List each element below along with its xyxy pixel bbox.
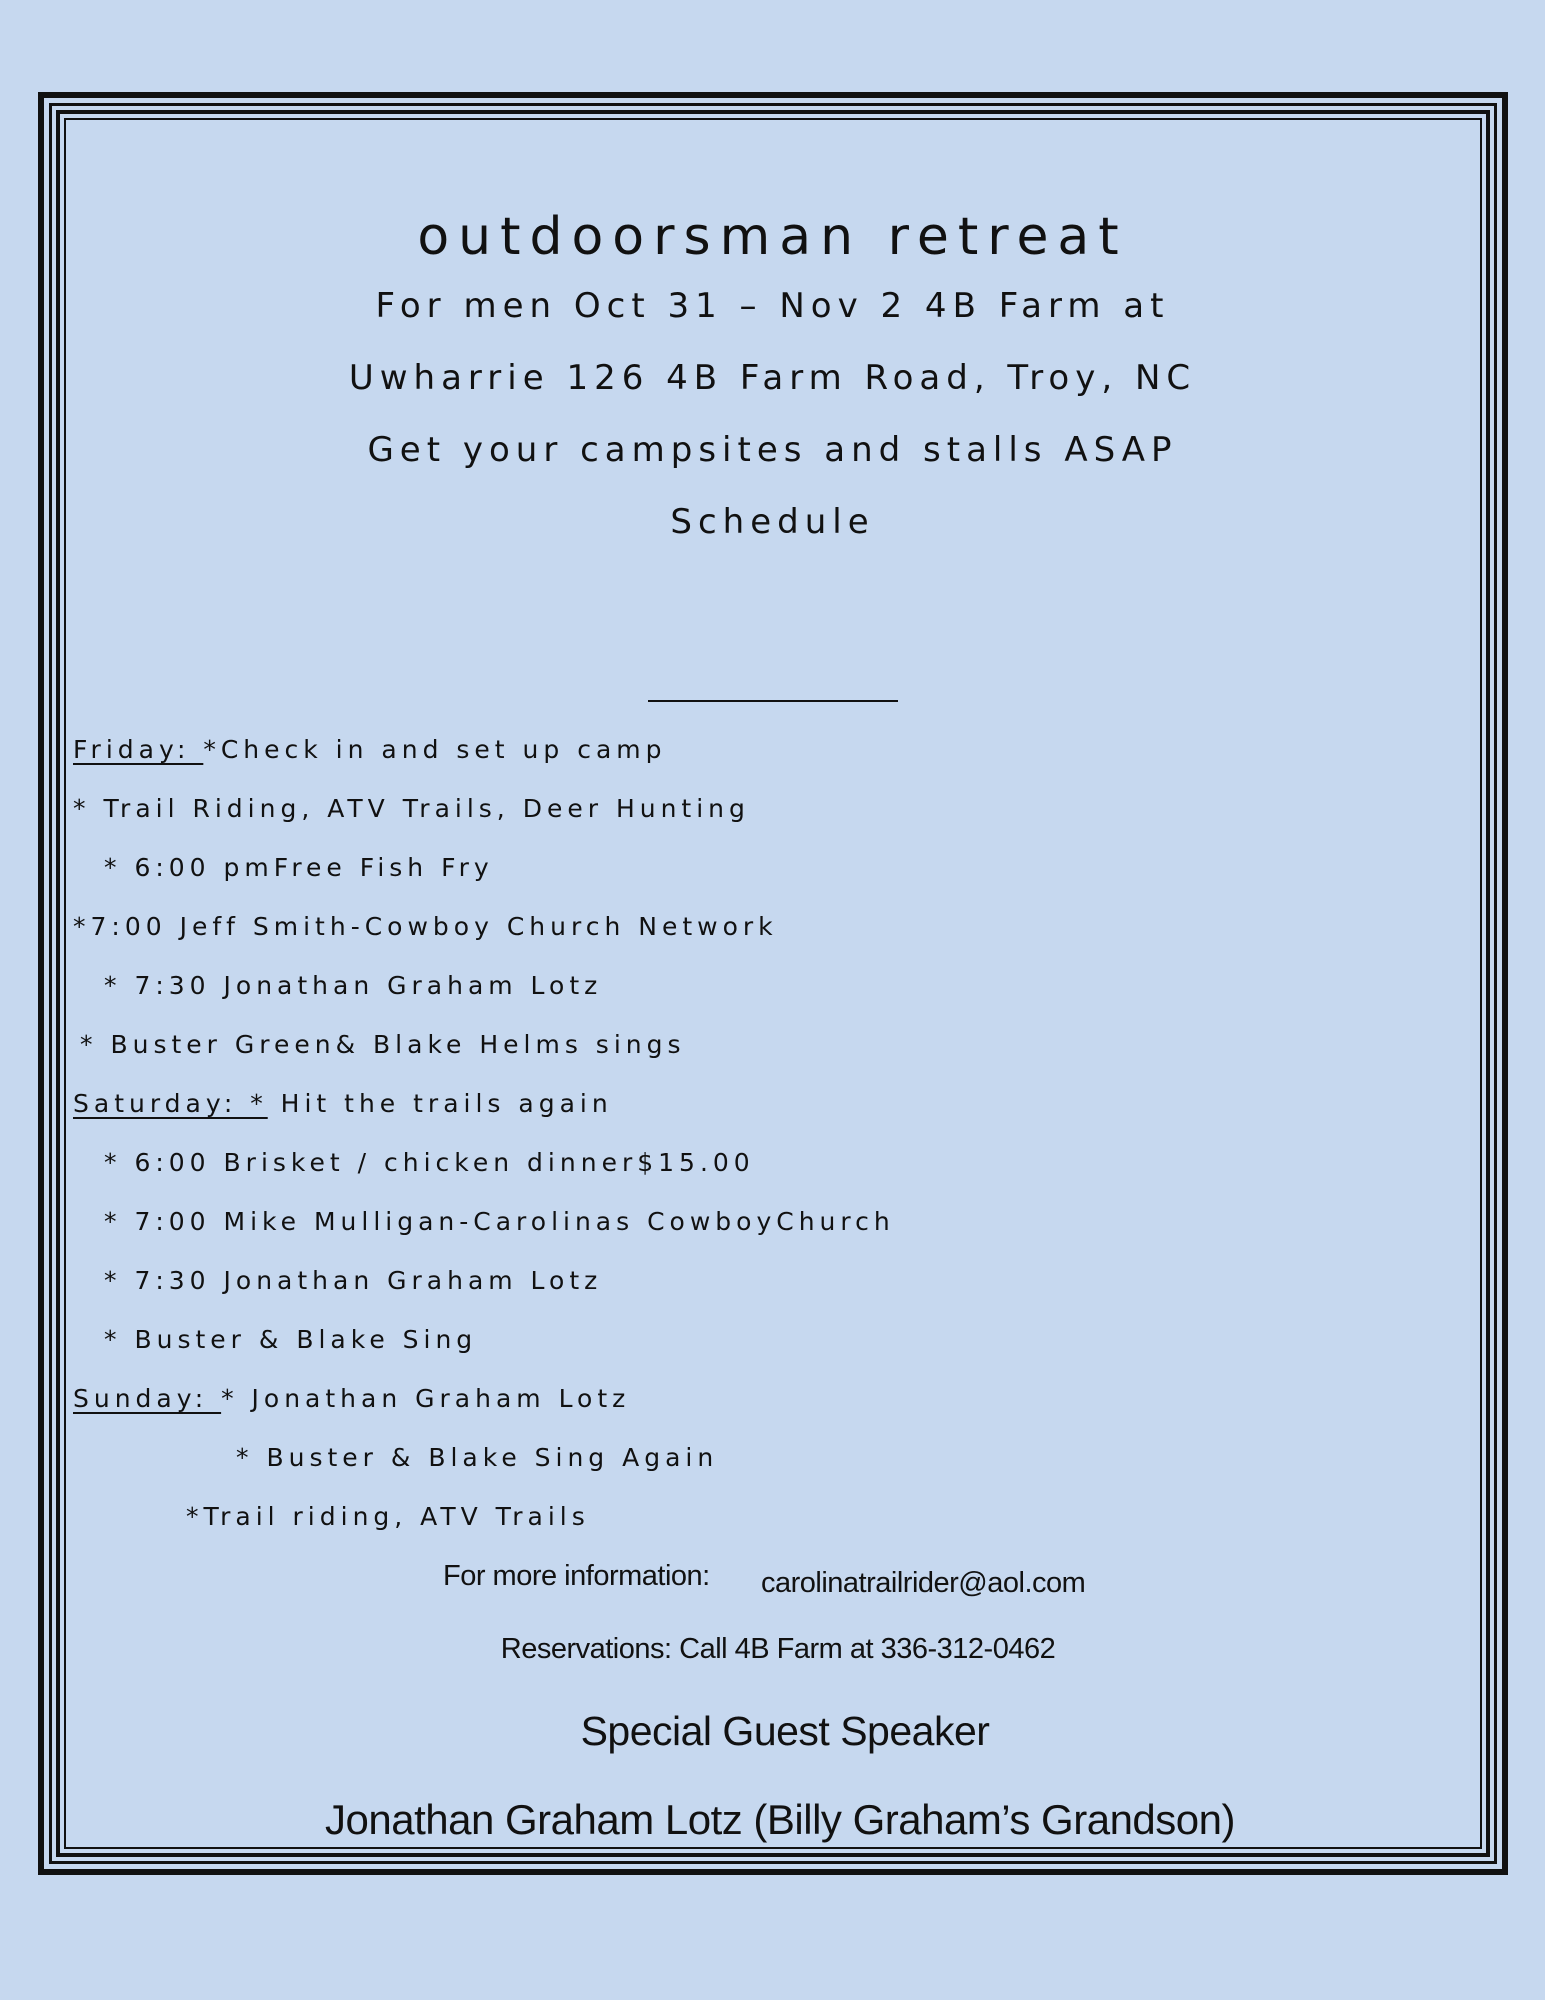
- saturday-item: * 6:00 Brisket / chicken dinner$15.00: [104, 1148, 755, 1177]
- event-address-line: Uwharrie 126 4B Farm Road, Troy, NC: [348, 358, 1197, 398]
- schedule-heading: Schedule: [670, 502, 875, 542]
- divider-line: [648, 700, 898, 702]
- friday-first-item: *Check in and set up camp: [203, 735, 667, 764]
- sunday-first-item: * Jonathan Graham Lotz: [221, 1384, 631, 1413]
- more-info-label: For more information:: [443, 1560, 710, 1592]
- sunday-row: [73, 1384, 630, 1413]
- speaker-name: Jonathan Graham Lotz (Billy Graham’s Grandson): [325, 1796, 1235, 1843]
- saturday-row: [73, 1089, 613, 1118]
- sunday-item: *Trail riding, ATV Trails: [186, 1502, 590, 1531]
- contact-email-link[interactable]: carolinatrailrider@aol.com: [761, 1567, 1086, 1599]
- friday-item: * 6:00 pmFree Fish Fry: [104, 853, 494, 882]
- sunday-label: Sunday:: [73, 1384, 222, 1413]
- friday-item: * Trail Riding, ATV Trails, Deer Hunting: [73, 794, 750, 823]
- friday-row: [73, 735, 667, 764]
- saturday-item: * 7:00 Mike Mulligan-Carolinas CowboyChurch: [104, 1207, 895, 1236]
- saturday-item: * Buster & Blake Sing: [104, 1325, 478, 1354]
- page-title: outdoorsman retreat: [417, 207, 1128, 267]
- saturday-first-item: Hit the trails again: [267, 1089, 613, 1118]
- sunday-item: * Buster & Blake Sing Again: [236, 1443, 719, 1472]
- saturday-label: Saturday: *: [73, 1089, 268, 1118]
- friday-item: * 7:30 Jonathan Graham Lotz: [104, 971, 603, 1000]
- friday-label: Friday:: [73, 735, 204, 764]
- reservations-line: Reservations: Call 4B Farm at 336-312-0462: [500, 1633, 1056, 1665]
- campsite-notice-line: Get your campsites and stalls ASAP: [367, 430, 1178, 470]
- saturday-item: * 7:30 Jonathan Graham Lotz: [104, 1266, 603, 1295]
- friday-item: * Buster Green& Blake Helms sings: [80, 1030, 686, 1059]
- speaker-heading: Special Guest Speaker: [580, 1708, 990, 1754]
- event-dates-line: For men Oct 31 – Nov 2 4B Farm at: [375, 286, 1170, 326]
- friday-item: *7:00 Jeff Smith-Cowboy Church Network: [73, 912, 778, 941]
